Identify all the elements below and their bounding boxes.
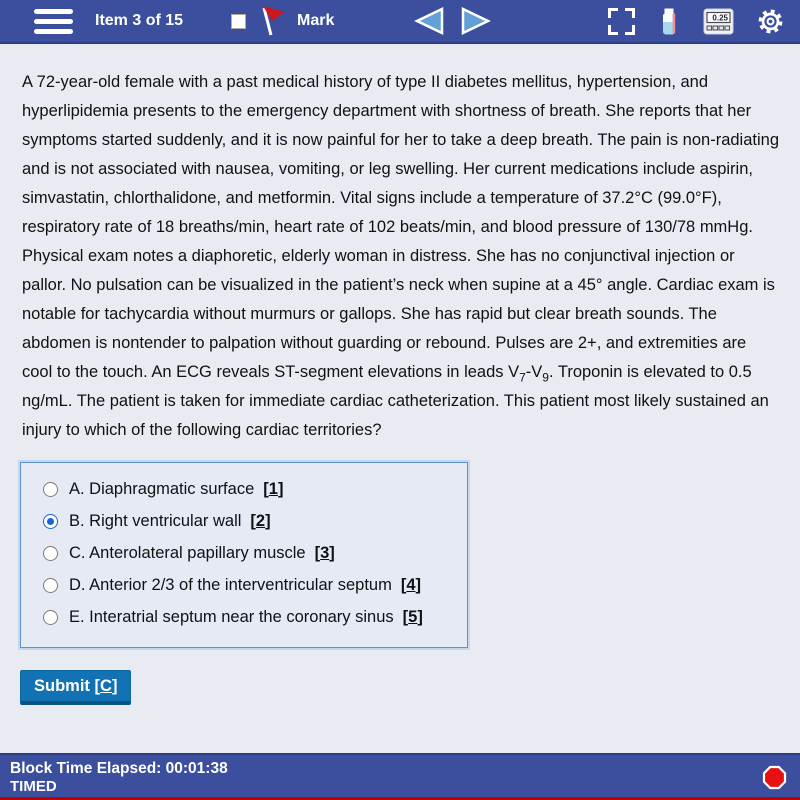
question-stem [0,44,800,445]
block-mode-label: TIMED [10,778,57,795]
radio-button[interactable] [43,482,58,497]
item-counter: Item 3 of 15 [95,12,184,29]
option-label: E. Interatrial septum near the coronary sinus [69,607,394,626]
answer-option-c[interactable] [33,537,455,569]
stem-subscript: 7 [519,370,526,385]
mark-label: Mark [297,12,335,29]
option-shortcut: [3] [314,543,335,562]
radio-button[interactable] [43,578,58,593]
calculator-icon[interactable] [703,8,734,35]
answer-option-e[interactable] [33,601,455,633]
flag-icon[interactable] [259,6,287,36]
top-navigation-bar [0,0,800,44]
stem-subscript: 9 [542,370,549,385]
stem-text: . Troponin is elevated to 0.5 ng/mL. The patient is taken for immediate cardiac catheterization. This patient most likely sustained an injury to which of the following cardiac territories? [22,363,769,439]
answer-option-a[interactable] [33,473,455,505]
block-time-elapsed: Block Time Elapsed: 00:01:38 [10,760,228,777]
block-time-value: 00:01:38 [165,760,228,777]
answer-option-d[interactable] [33,569,455,601]
option-shortcut: [4] [400,575,422,594]
radio-button[interactable] [43,610,58,625]
toolbar-icons [608,7,784,36]
bottom-status-bar [0,753,800,800]
option-label: A. Diaphragmatic surface [69,479,255,498]
submit-button[interactable]: Submit [C] [20,670,131,705]
navigation-arrows [411,6,494,36]
menu-icon[interactable] [34,9,73,34]
answer-option-b[interactable] [33,505,455,537]
mark-checkbox[interactable] [231,14,246,29]
option-label: B. Right ventricular wall [69,511,242,530]
option-label: C. Anterolateral papillary muscle [69,543,306,562]
stem-text: -V [525,363,543,381]
answer-choices-box [20,462,468,648]
stem-text: A 72-year-old female with a past medical history of type II diabetes mellitus, hypertension, and hyperlipidemia presents to the emergency department with shortness of breath. She reports that her symptoms started suddenly, and it is now painful for her to take a deep breath. The pain is non-radiating and is not associated with nausea, vomiting, or leg swelling. Her current medications include aspirin, simvastatin, chlorthalidone, and metformin. Vital signs include a temperature of 37.2°C (99.0°F), respiratory rate of 18 breaths/min, heart rate of 102 beats/min, and blood pressure of 130/78 mmHg. Physical exam notes a diaphoretic, elderly woman in distress. She has no conjunctival injection or pallor. No pulsation can be visualized in the patient’s neck when supine at a 45° angle. Cardiac exam is notable for tachycardia without murmurs or gallops. She has rapid but clear breath sounds. The abdomen is nontender to palpation without guarding or rebound. Pulses are 2+, and extremities are cool to the touch. An ECG reveals ST-segment elevations in leads V [22,73,779,381]
stop-octagon-icon[interactable] [762,765,787,790]
settings-gear-icon[interactable] [757,8,784,35]
fullscreen-icon[interactable] [608,8,635,35]
next-arrow-icon[interactable] [458,6,494,36]
option-shortcut: [1] [263,479,284,498]
calculator-display: 0.25 [712,13,728,22]
option-shortcut: [2] [250,511,271,530]
radio-button[interactable] [43,514,58,529]
lab-values-icon[interactable] [658,7,680,36]
radio-button[interactable] [43,546,58,561]
option-shortcut: [5] [402,607,423,626]
previous-arrow-icon[interactable] [411,6,447,36]
submit-shortcut: [C] [94,677,118,695]
option-label: D. Anterior 2/3 of the interventricular septum [69,575,392,594]
